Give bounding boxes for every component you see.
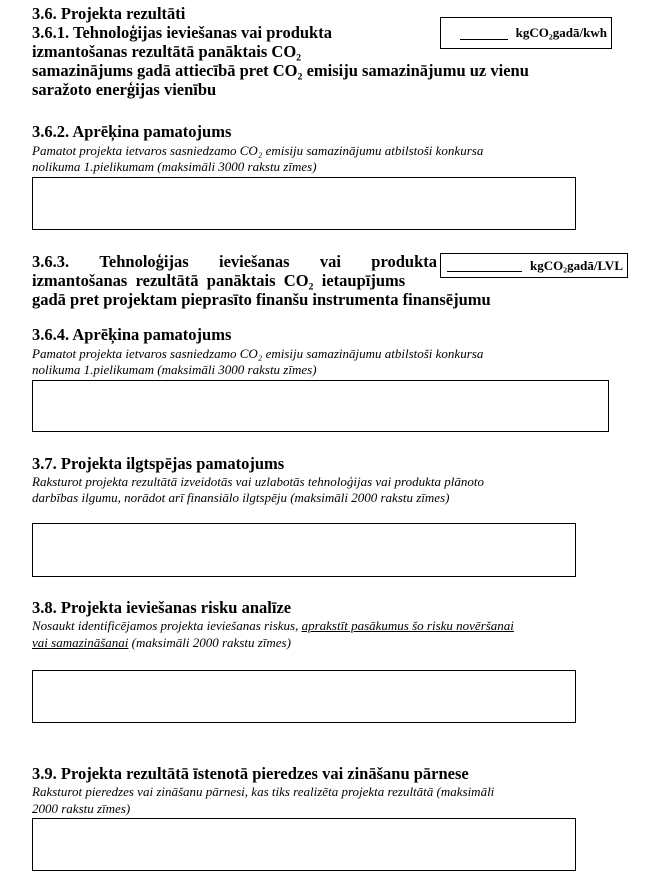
section-3-7-hint-1: Raksturot projekta rezultātā izveidotās vai uzlabotās tehnoloģijas vai produkta plānoto	[32, 474, 484, 489]
word: produkta	[371, 252, 437, 271]
section-3-6-title: 3.6. Projekta rezultāti	[32, 4, 186, 23]
co2-per-kwh-unit: kgCO₂gadā/kwh	[515, 25, 607, 40]
co2-per-kwh-field[interactable]	[440, 17, 612, 49]
section-3-6-2-title: 3.6.2. Aprēķina pamatojums	[32, 122, 232, 141]
section-3-9-hint-1: Raksturot pieredzes vai zināšanu pārnesi, kas tiks realizēta projekta rezultātā (maksimāli	[32, 784, 495, 799]
section-3-7-hint-2: darbības ilgumu, norādot arī finansiālo ilgtspēju (maksimāli 2000 rakstu zīmes)	[32, 490, 450, 505]
section-3-6-2-hint-1: Pamatot projekta ietvaros sasniedzamo CO₂ emisiju samazinājumu atbilstoši konkursa	[32, 143, 484, 158]
section-3-6-4-hint-2: nolikuma 1.pielikumam (maksimāli 3000 rakstu zīmes)	[32, 362, 317, 377]
sustainability-input[interactable]	[32, 523, 576, 577]
risk-analysis-input[interactable]	[32, 670, 576, 723]
section-3-6-3-line3: gadā pret projektam pieprasīto finanšu instrumenta finansējumu	[32, 290, 491, 309]
word: ieviešanas	[218, 252, 290, 271]
word: vai	[319, 252, 341, 271]
section-3-6-1-line3: samazinājums gadā attiecībā pret CO₂ emisiju samazinājumu uz vienu	[32, 61, 529, 80]
word: 3.6.3.	[32, 252, 70, 271]
calculation-justification-input-2[interactable]	[32, 380, 609, 432]
section-3-6-1-line4: saražoto enerģijas vienību	[32, 80, 217, 99]
section-3-9-title: 3.9. Projekta rezultātā īstenotā pieredzes vai zināšanu pārnese	[32, 764, 469, 783]
section-3-6-4-hint-1: Pamatot projekta ietvaros sasniedzamo CO₂ emisiju samazinājumu atbilstoši konkursa	[32, 346, 484, 361]
section-3-6-3-line2: izmantošanas rezultātā panāktais CO₂ ietaupījums	[32, 271, 406, 290]
section-3-8-hint-2	[32, 635, 291, 651]
section-3-6-1-line1: 3.6.1. Tehnoloģijas ieviešanas vai produkta	[32, 23, 332, 42]
section-3-7-title: 3.7. Projekta ilgtspējas pamatojums	[32, 454, 285, 473]
knowledge-transfer-input[interactable]	[32, 818, 576, 871]
section-3-6-4-title: 3.6.4. Aprēķina pamatojums	[32, 325, 232, 344]
co2-per-lvl-unit: kgCO₂gadā/LVL	[529, 257, 623, 273]
hint-underlined-text: vai samazināšanai	[32, 635, 129, 650]
calculation-justification-input-1[interactable]	[32, 177, 576, 230]
hint-underlined-text: aprakstīt pasākumus šo risku novēršanai	[301, 618, 514, 633]
section-3-6-1-line2: izmantošanas rezultātā panāktais CO₂	[32, 42, 302, 61]
word: Tehnoloģijas	[99, 252, 189, 271]
section-3-9-hint-2: 2000 rakstu zīmes)	[32, 801, 131, 816]
section-3-8-title: 3.8. Projekta ieviešanas risku analīze	[32, 598, 292, 617]
section-3-8-hint-1	[32, 618, 514, 634]
section-3-6-2-hint-2: nolikuma 1.pielikumam (maksimāli 3000 rakstu zīmes)	[32, 159, 317, 174]
section-3-6-3-line1	[32, 252, 437, 271]
hint-text: (maksimāli 2000 rakstu zīmes)	[128, 635, 291, 650]
co2-per-lvl-field[interactable]	[440, 253, 628, 278]
hint-text: Nosaukt identificējamos projekta ieviešanas riskus,	[32, 618, 302, 633]
